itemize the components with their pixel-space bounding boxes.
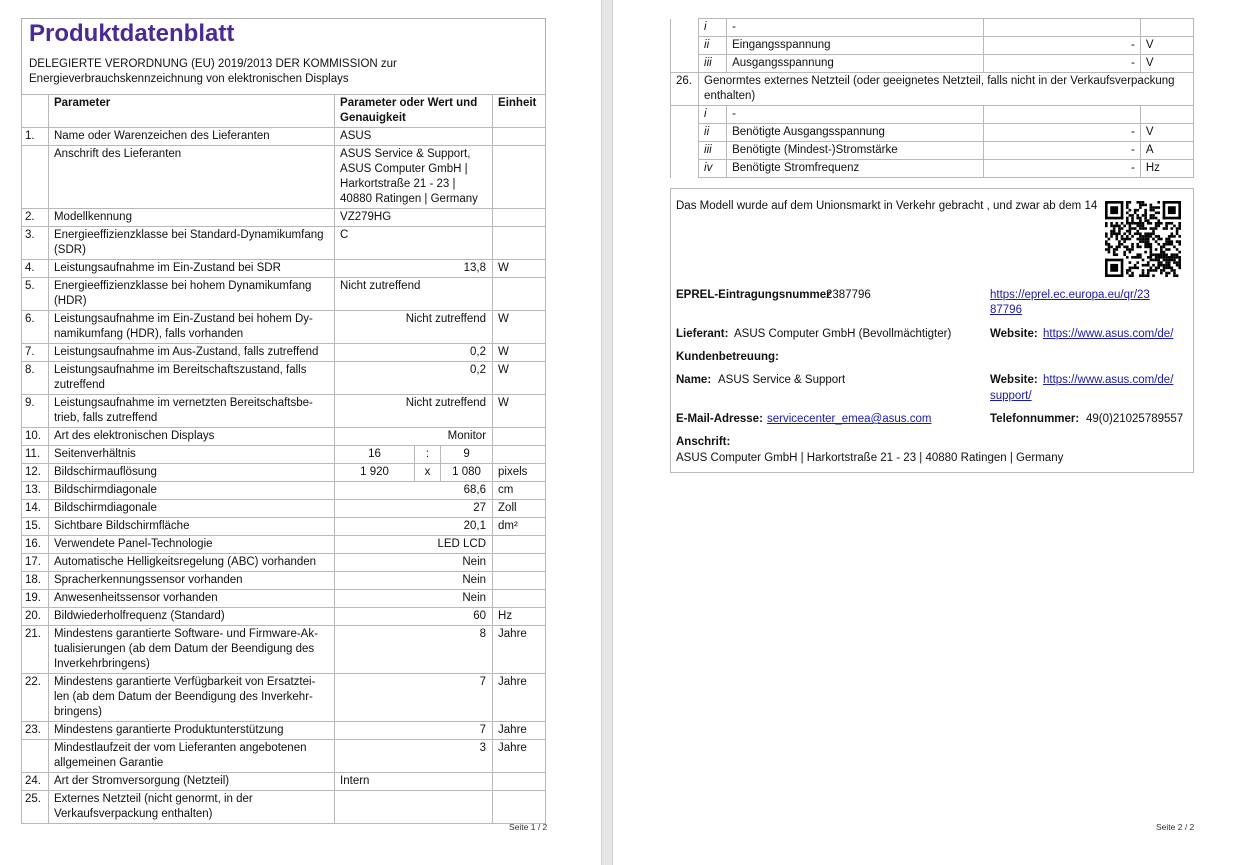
row-number: 6. (22, 311, 49, 344)
row-parameter: Leistungsaufnahme im Ein-Zustand bei SDR (48, 260, 334, 278)
row-label: Benötigte (Mindest-)Stromstärke (727, 142, 983, 160)
eprel-link-line1[interactable]: https://eprel.ec.europa.eu/qr/23 (990, 289, 1150, 301)
table-row (22, 395, 546, 428)
row-number: 10. (22, 428, 49, 446)
table-row (671, 19, 1194, 37)
market-date-text: Das Modell wurde auf dem Unionsmarkt in Verkehr gebracht , und zwar ab dem 14 (676, 200, 1098, 212)
row-unit: W (493, 395, 546, 428)
table-row (22, 464, 546, 482)
row-value: Nein (335, 572, 493, 590)
split-sep: x (415, 464, 441, 481)
row-unit (493, 446, 546, 464)
table-row (22, 608, 546, 626)
row-value: ASUS Service & Support, ASUS Computer GmbH | Harkortstraße 21 - 23 | 40880 Ratingen | Germany (335, 146, 493, 209)
row-number: 4. (22, 260, 49, 278)
row-value: Nicht zutreffend (335, 311, 493, 344)
row-unit (493, 773, 546, 791)
table-row (671, 142, 1194, 160)
row-unit: W (493, 311, 546, 344)
row-unit (493, 590, 546, 608)
row-number: 12. (22, 464, 49, 482)
row-value: 20,1 (335, 518, 493, 536)
row-value: Nein (335, 590, 493, 608)
row-unit (493, 791, 546, 824)
row-value (335, 791, 493, 824)
row-parameter: Sichtbare Bildschirmfläche (48, 518, 334, 536)
table-row (671, 55, 1194, 73)
row-unit: Jahre (493, 722, 546, 740)
row-parameter: Bildwiederholfrequenz (Standard) (48, 608, 334, 626)
split-a: 16 (335, 446, 415, 463)
support-link-line1[interactable]: https://www.asus.com/de/ (1043, 374, 1174, 386)
row-roman: ii (699, 124, 727, 142)
table-row (22, 572, 546, 590)
row-value: LED LCD (335, 536, 493, 554)
row-parameter: Spracherkennungssensor vorhanden (48, 572, 334, 590)
row-parameter: Bildschirmauflösung (48, 464, 334, 482)
row-unit (493, 146, 546, 209)
table-row (22, 626, 546, 674)
split-sep: : (415, 446, 441, 463)
supplier-value: ASUS Computer GmbH (Bevollmächtigter) (734, 328, 952, 340)
row-label: Eingangsspannung (727, 37, 983, 55)
row-value: 7 (335, 674, 493, 722)
table-row (671, 37, 1194, 55)
row-unit: pixels (493, 464, 546, 482)
row-parameter: Anwesenheitssensor vorhanden (48, 590, 334, 608)
row-parameter: Leistungsaufnahme im vernetzten Bereitschaftsbe-trieb, falls zutreffend (48, 395, 334, 428)
row-unit (493, 128, 546, 146)
row-blank (671, 106, 699, 124)
row-parameter: Art der Stromversorgung (Netzteil) (48, 773, 334, 791)
row-value: Nicht zutreffend (335, 395, 493, 428)
split-b: 9 (463, 448, 470, 460)
row-unit (493, 209, 546, 227)
row-parameter: Bildschirmdiagonale (48, 500, 334, 518)
page-1-footer: Seite 1 / 2 (509, 822, 548, 832)
header-unit: Einheit (493, 95, 546, 128)
table-row (22, 446, 546, 464)
row-number: 2. (22, 209, 49, 227)
row-number: 9. (22, 395, 49, 428)
document-title: Produktdatenblatt (29, 20, 235, 47)
table-row (22, 740, 546, 773)
table-row (671, 106, 1194, 124)
row-number: 19. (22, 590, 49, 608)
phone-label: Telefonnummer: (990, 413, 1080, 425)
row-number: 22. (22, 674, 49, 722)
row-number: 3. (22, 227, 49, 260)
table-row (22, 344, 546, 362)
row-unit: W (493, 362, 546, 395)
row-blank (671, 19, 699, 37)
row-unit (493, 428, 546, 446)
qr-code-icon[interactable] (1104, 201, 1182, 277)
row-value: Nein (335, 554, 493, 572)
split-box (335, 446, 492, 463)
table-row (22, 311, 546, 344)
page-1 (0, 0, 600, 865)
header-value-line1: Parameter oder Wert und (340, 97, 478, 109)
row-parameter: Leistungsaufnahme im Bereitschaftszustand, falls zutreffend (48, 362, 334, 395)
spec-table (21, 94, 546, 824)
table-row (22, 518, 546, 536)
row-parameter: Mindestlaufzeit der vom Lieferanten angebotenen allgemeinen Garantie (48, 740, 334, 773)
regulation-line-2: Energieverbrauchskennzeichnung von elektronischen Displays (29, 73, 349, 85)
row-parameter: Energieeffizienzklasse bei hohem Dynamikumfang (HDR) (48, 278, 334, 311)
row-value: 60 (335, 608, 493, 626)
table-row (671, 124, 1194, 142)
row-number: 13. (22, 482, 49, 500)
page-2 (614, 0, 1236, 865)
row-unit (493, 572, 546, 590)
row-value: - (983, 37, 1140, 55)
row-value: 27 (335, 500, 493, 518)
row-number (22, 740, 49, 773)
row-value: C (335, 227, 493, 260)
row-unit: A (1140, 142, 1193, 160)
row-value (983, 106, 1140, 124)
table-row (671, 160, 1194, 178)
row-value: - (983, 160, 1140, 178)
row-number: 18. (22, 572, 49, 590)
table-row (22, 590, 546, 608)
row-value: ASUS (335, 128, 493, 146)
table-row (22, 209, 546, 227)
row-unit (1140, 19, 1193, 37)
website-label: Website: (990, 328, 1038, 340)
regulation-line-1: DELEGIERTE VERORDNUNG (EU) 2019/2013 DER KOMMISSION zur (29, 58, 397, 70)
row-parameter: Name oder Warenzeichen des Lieferanten (48, 128, 334, 146)
row-parameter: Mindestens garantierte Produktunterstützung (48, 722, 334, 740)
table-header-row (22, 95, 546, 128)
row-value: Monitor (335, 428, 493, 446)
row-blank (671, 142, 699, 160)
address-value: ASUS Computer GmbH | Harkortstraße 21 - 23 | 40880 Ratingen | Germany (676, 452, 1064, 464)
eprel-number: 2387796 (826, 289, 871, 301)
table-row (22, 536, 546, 554)
supplier-label: Lieferant: (676, 328, 729, 340)
table-row (22, 722, 546, 740)
row-value: 13,8 (335, 260, 493, 278)
row-parameter: Mindestens garantierte Software- und Firmware-Ak-tualisierungen (ab dem Datum der Beendigung des Inverkehrbringens) (48, 626, 334, 674)
row-unit: W (493, 344, 546, 362)
aspect-ratio-cell (335, 446, 493, 464)
header-number (22, 95, 49, 128)
eprel-label: EPREL-Eintragungsnummer (676, 289, 831, 301)
row-parameter: Bildschirmdiagonale (48, 482, 334, 500)
table-row (22, 146, 546, 209)
row-unit (493, 227, 546, 260)
row-number: 23. (22, 722, 49, 740)
row-parameter: Anschrift des Lieferanten (48, 146, 334, 209)
row-number (22, 146, 49, 209)
table-row (22, 674, 546, 722)
row-value: 68,6 (335, 482, 493, 500)
row-parameter: Automatische Helligkeitsregelung (ABC) vorhanden (48, 554, 334, 572)
row-roman: iii (699, 142, 727, 160)
row-parameter: Verwendete Panel-Technologie (48, 536, 334, 554)
table-row (22, 362, 546, 395)
row-roman: iv (699, 160, 727, 178)
service-name-value: ASUS Service & Support (718, 374, 846, 386)
row-parameter: Leistungsaufnahme im Ein-Zustand bei hohem Dy-namikumfang (HDR), falls vorhanden (48, 311, 334, 344)
resolution-cell (335, 464, 493, 482)
row-value: Intern (335, 773, 493, 791)
row-parameter: Externes Netzteil (nicht genormt, in der Verkaufsverpackung enthalten) (48, 791, 334, 824)
row-unit: V (1140, 37, 1193, 55)
row-value (983, 19, 1140, 37)
row-number: 5. (22, 278, 49, 311)
row-unit: Zoll (493, 500, 546, 518)
row-number: 21. (22, 626, 49, 674)
table-row (22, 227, 546, 260)
row-unit (493, 554, 546, 572)
table-row (22, 260, 546, 278)
row-parameter: Leistungsaufnahme im Aus-Zustand, falls zutreffend (48, 344, 334, 362)
row-unit: Jahre (493, 740, 546, 773)
email-label: E-Mail-Adresse: (676, 413, 763, 425)
table-row (22, 773, 546, 791)
row-roman: i (699, 106, 727, 124)
row-number: 25. (22, 791, 49, 824)
header-value (335, 95, 493, 128)
row-parameter: Modellkennung (48, 209, 334, 227)
website2-label: Website: (990, 374, 1038, 386)
row-blank (671, 37, 699, 55)
row-number: 11. (22, 446, 49, 464)
row-value: Nicht zutreffend (335, 278, 493, 311)
row-blank (671, 124, 699, 142)
row-unit: Hz (493, 608, 546, 626)
row-label: Benötigte Ausgangsspannung (727, 124, 983, 142)
website-link[interactable]: https://www.asus.com/de/ (1043, 328, 1174, 340)
row-unit: V (1140, 55, 1193, 73)
service-name-label: Name: (676, 374, 712, 386)
table-row (22, 482, 546, 500)
row-number: 7. (22, 344, 49, 362)
row-number: 17. (22, 554, 49, 572)
row-unit: Jahre (493, 674, 546, 722)
row-value: 8 (335, 626, 493, 674)
row-number: 16. (22, 536, 49, 554)
page-divider (601, 0, 613, 865)
row-parameter: Energieeffizienzklasse bei Standard-Dynamikumfang (SDR) (48, 227, 334, 260)
row-value: - (983, 142, 1140, 160)
eprel-link-line2[interactable]: 87796 (990, 304, 1022, 316)
split-box (335, 464, 492, 481)
row-value: VZ279HG (335, 209, 493, 227)
row-value: - (983, 124, 1140, 142)
row-value: 3 (335, 740, 493, 773)
row-number: 20. (22, 608, 49, 626)
row-label: Ausgangsspannung (727, 55, 983, 73)
row-number: 15. (22, 518, 49, 536)
table-row (22, 128, 546, 146)
row-blank (671, 160, 699, 178)
power-supply-table (670, 18, 1194, 178)
row-label: - (727, 106, 983, 124)
table-row (22, 278, 546, 311)
split-b: 1 080 (452, 466, 481, 478)
row-unit: Jahre (493, 626, 546, 674)
row-number: 14. (22, 500, 49, 518)
row-unit (493, 278, 546, 311)
split-a: 1 920 (335, 464, 415, 481)
row-blank (671, 55, 699, 73)
row-unit: W (493, 260, 546, 278)
row-value: - (983, 55, 1140, 73)
row-roman: ii (699, 37, 727, 55)
header-value-line2: Genauigkeit (340, 112, 406, 124)
table-row (22, 791, 546, 824)
row-unit: cm (493, 482, 546, 500)
row-unit: Hz (1140, 160, 1193, 178)
row-unit: V (1140, 124, 1193, 142)
row-unit (1140, 106, 1193, 124)
address-label: Anschrift: (676, 436, 731, 448)
customer-service-label: Kundenbetreuung: (676, 351, 779, 363)
row-label: Benötigte Stromfrequenz (727, 160, 983, 178)
row-roman: i (699, 19, 727, 37)
row-value: 0,2 (335, 362, 493, 395)
row-value: 0,2 (335, 344, 493, 362)
row-roman: iii (699, 55, 727, 73)
row-unit: dm² (493, 518, 546, 536)
row-parameter: Art des elektronischen Displays (48, 428, 334, 446)
row-label: - (727, 19, 983, 37)
table-row (22, 500, 546, 518)
row-value: 7 (335, 722, 493, 740)
row-parameter: Genormtes externes Netzteil (oder geeignetes Netzteil, falls nicht in der Verkaufsverpackung enthalten) (699, 73, 1194, 106)
row-number: 8. (22, 362, 49, 395)
row-unit (493, 536, 546, 554)
email-link[interactable]: servicecenter_emea@asus.com (767, 413, 932, 425)
phone-value: 49(0)21025789557 (1086, 413, 1184, 425)
row-26 (671, 73, 1194, 106)
row-number: 1. (22, 128, 49, 146)
support-link-line2[interactable]: support/ (990, 390, 1032, 402)
table-row (22, 554, 546, 572)
table-row (22, 428, 546, 446)
row-parameter: Mindestens garantierte Verfügbarkeit von Ersatztei-len (ab dem Datum der Beendigung des Inverkehr-bringens) (48, 674, 334, 722)
row-parameter: Seitenverhältnis (48, 446, 334, 464)
row-number: 24. (22, 773, 49, 791)
row-number: 26. (671, 73, 699, 106)
page-2-footer: Seite 2 / 2 (1156, 822, 1195, 832)
header-parameter: Parameter (48, 95, 334, 128)
